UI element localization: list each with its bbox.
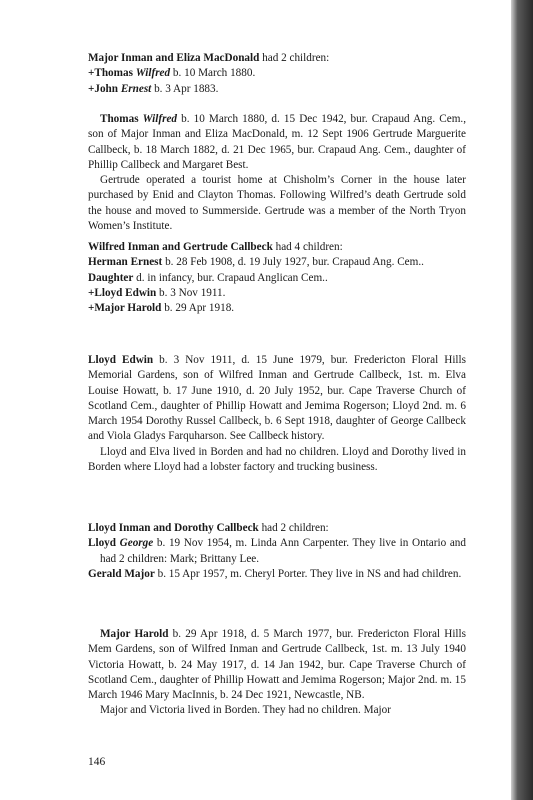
person-record: Thomas Wilfred b. 10 March 1880, d. 15 Dec 1942, bur. Crapaud Ang. Cem., son of Major Inman and Eliza MacDonald, m. 12 Sept 1906 Gertrude Marguerite Callbeck, b. 18 March 1882, d. 21 Dec 1965, bur. Crapaud Ang. Cem., daughter of Phillip Callbeck and Margaret Best. — [88, 113, 466, 171]
person-entry-thomas-wilfred — [88, 112, 466, 234]
person-entry-lloyd-edwin — [88, 353, 466, 475]
page-number: 146 — [88, 756, 106, 768]
family-heading: Major Inman and Eliza MacDonald had 2 children: — [88, 52, 330, 64]
person-record: Major Harold b. 29 Apr 1918, d. 5 March 1977, bur. Fredericton Floral Hills Mem Gardens, son of Wilfred Inman and Gertrude Callbeck, 1st. m. 13 July 1940 Victoria Howatt, b. 24 May 1917, d. 14 Jan 1942, bur. Cape Traverse Church of Scotland Cem., daughter of Phillip Howatt and Jemima Rogerson; Major 2nd. m. 15 March 1946 Mary MacInnis, b. 24 Dec 1921, Newcastle, NB. — [88, 628, 467, 702]
child-entry: Herman Ernest b. 28 Feb 1908, d. 19 July 1927, bur. Crapaud Ang. Cem.. — [88, 256, 424, 269]
child-entry: Daughter d. in infancy, bur. Crapaud Anglican Cem.. — [88, 271, 328, 284]
child-entry: +Thomas Wilfred b. 10 March 1880. — [88, 67, 256, 80]
family-block-lloyd-dorothy — [88, 521, 466, 582]
person-note: Major and Victoria lived in Borden. They had no children. Major — [100, 704, 391, 717]
child-entry: +Lloyd Edwin b. 3 Nov 1911. — [88, 286, 226, 299]
family-block-wilfred-gertrude — [88, 240, 466, 316]
child-entry: Gerald Major b. 15 Apr 1957, m. Cheryl Porter. They live in NS and had children. — [88, 567, 462, 580]
family-heading: Wilfred Inman and Gertrude Callbeck had 4 children: — [88, 241, 343, 253]
child-entry: Lloyd George b. 19 Nov 1954, m. Linda Ann Carpenter. They live in Ontario and had 2 children: Mark; Brittany Lee. — [88, 537, 466, 565]
family-heading: Lloyd Inman and Dorothy Callbeck had 2 children: — [88, 522, 329, 534]
person-entry-major-harold — [88, 627, 466, 719]
page-edge-shadow — [511, 0, 533, 800]
child-entry: +John Ernest b. 3 Apr 1883. — [88, 82, 219, 95]
child-entry: +Major Harold b. 29 Apr 1918. — [88, 302, 235, 315]
person-note: Gertrude operated a tourist home at Chisholm’s Corner in the house later purchased by Enid and Clayton Thomas. Following Wilfred’s death Gertrude sold the house and moved to Summerside. Gertrude was a member of the North Tryon Women’s Institute. — [88, 174, 466, 233]
person-note: Lloyd and Elva lived in Borden and had no children. Lloyd and Dorothy lived in Borden where Lloyd had a lobster factory and trucking business. — [88, 445, 466, 474]
family-block-major-eliza — [88, 51, 466, 97]
person-record: Lloyd Edwin b. 3 Nov 1911, d. 15 June 1979, bur. Fredericton Floral Hills Memorial Gardens, son of Wilfred Inman and Gertrude Callbeck, 1st. m. Elva Louise Howatt, b. 17 June 1910, d. 20 July 1952, bur. Cape Traverse Church of Scotland Cem., daughter of Phillip Howatt and Jemima Rogerson; Lloyd 2nd. m. 6 March 1954 Dorothy Russel Callbeck, b. 6 Sept 1918, daughter of George Callbeck and Viola Gladys Farquharson. See Callbeck history. — [88, 354, 467, 443]
